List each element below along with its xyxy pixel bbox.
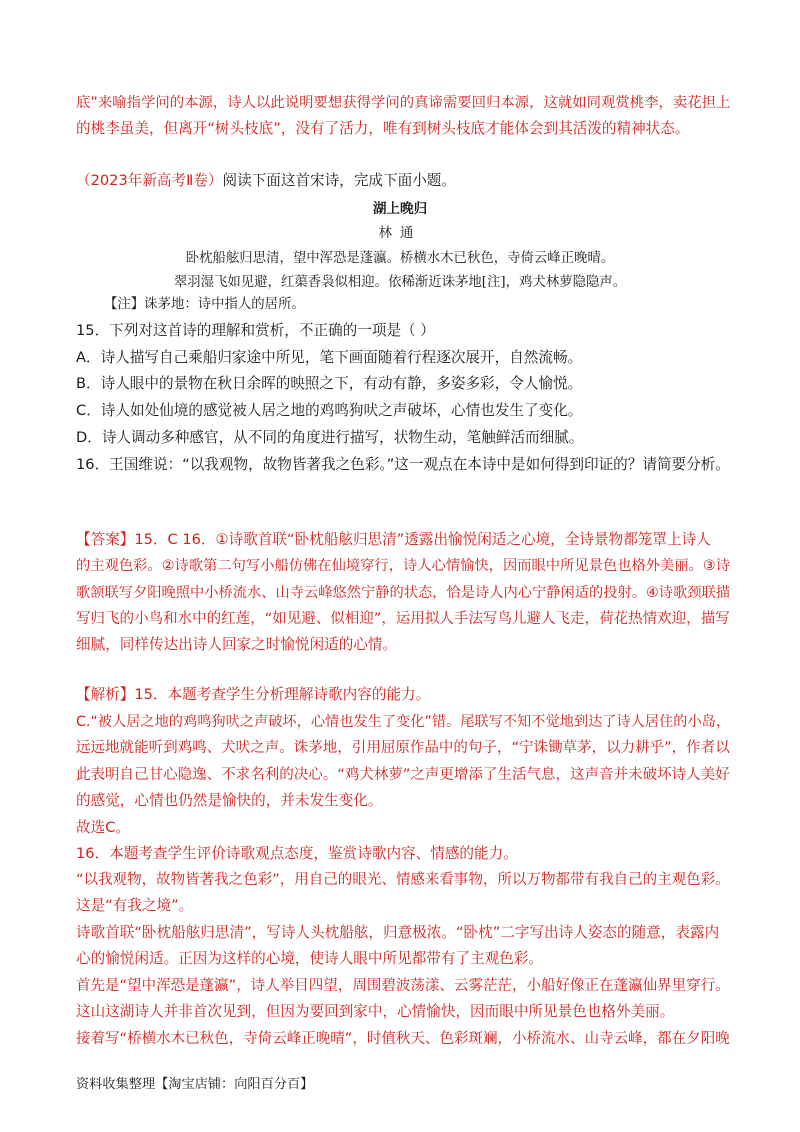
analysis-q16-line-2: 这是“有我之境”。 <box>76 897 194 914</box>
analysis-c-line-1: C.“被人居之地的鸡鸣狗吠之声破坏，心情也发生了变化”错。尾联写不知不觉地到达了诗人居住的小岛， <box>76 714 731 730</box>
analysis-first: 15．本题考查学生分析理解诗歌内容的能力。 <box>134 686 431 703</box>
answer-line-3: 歌颔联写夕阳晚照中小桥流水、山寺云峰悠然宁静的状态，恰是诗人内心宁静闲适的投射。④诗歌颈联描 <box>76 585 731 601</box>
analysis-q16-line-6: 这山这湖诗人并非首次见到，但因为要回到家中，心情愉快，因而眼中所见景色也格外美丽。 <box>76 1003 675 1020</box>
analysis-c-line-3: 此表明自己甘心隐逸、不求名利的决心。“鸡犬林萝”之声更增添了生活气息，这声音并未破坏诗人美好 <box>76 767 730 783</box>
analysis-c-line-5: 故选C。 <box>76 819 130 836</box>
answer-line-1 <box>76 531 711 549</box>
analysis-tag: 【解析】 <box>76 686 135 703</box>
answer-line-2: 的主观色彩。②诗歌第二句写小船仿佛在仙境穿行，诗人心情愉快，因而眼中所见景色也格外美丽。③诗 <box>76 558 730 574</box>
q15-option-b: B．诗人眼中的景物在秋日余晖的映照之下，有动有静，多姿多彩，令人愉悦。 <box>76 375 583 392</box>
q15-stem: 15．下列对这首诗的理解和赏析，不正确的一项是（ ） <box>76 322 435 339</box>
question-header <box>76 172 456 190</box>
analysis-q16-line: 16．本题考查学生评价诗歌观点态度，鉴赏诗歌内容、情感的能力。 <box>76 845 518 862</box>
answer-line-4: 写归飞的小鸟和水中的红莲，“如见避、似相迎”，运用拟人手法写鸟儿避人飞走，荷花热情欢迎，描写 <box>76 611 730 627</box>
q15-option-d: D．诗人调动多种感官，从不同的角度进行描写，状物生动，笔触鲜活而细腻。 <box>76 429 584 446</box>
analysis-c-line-2: 远远地就能听到鸡鸣、犬吠之声。诛茅地，引用屈原作品中的句子，“宁诛锄草茅，以力耕乎”，作者以 <box>76 740 730 756</box>
poem-note: 【注】诛茅地：诗中指人的居所。 <box>104 297 305 312</box>
question-instruction: 阅读下面这首宋诗，完成下面小题。 <box>222 172 456 189</box>
analysis-q16-line-1: “以我观物，故物皆著我之色彩”，用自己的眼光、情感来看事物，所以万物都带有我自己的主观色彩。 <box>76 872 730 888</box>
analysis-q16-line-7: 接着写“桥横水木已秋色，寺倚云峰正晚晴”，时值秋天、色彩斑斓，小桥流水、山寺云峰，都在夕阳晚 <box>76 1031 730 1047</box>
intro-line-2: 的桃李虽美，但离开“树头枝底”，没有了活力，唯有到树头枝底才能体会到其活泼的精神状态。 <box>76 120 690 137</box>
page-footer: 资料收集整理【淘宝店铺：向阳百分百】 <box>76 1077 314 1092</box>
q16-stem: 16．王国维说：“以我观物，故物皆著我之色彩。”这一观点在本诗中是如何得到印证的？请简要分析。 <box>76 456 730 473</box>
analysis-q16-line-5: 首先是“望中浑恐是蓬瀛”，诗人举目四望，周围碧波荡漾、云雾茫茫，小船好像正在蓬瀛仙界里穿行。 <box>76 978 730 994</box>
intro-line-1: 底”来喻指学问的本源，诗人以此说明要想获得学问的真谛需要回归本源，这就如同观赏桃李，卖花担上 <box>76 95 731 111</box>
answer-line-5: 细腻，同样传达出诗人回家之时愉悦闲适的心情。 <box>76 636 398 653</box>
question-source: （2023年新高考Ⅱ卷） <box>76 172 223 189</box>
q15-option-a: A．诗人描写自己乘船归家途中所见，笔下画面随着行程逐次展开，自然流畅。 <box>76 349 583 366</box>
poem-title: 湖上晚归 <box>372 201 428 217</box>
poem-line-1: 卧枕船舷归思清，望中浑恐是蓬瀛。桥横水木已秋色，寺倚云峰正晚晴。 <box>185 251 615 266</box>
answer-text-1: 15．C 16．①诗歌首联“卧枕船舷归思清”透露出愉悦闲适之心境，全诗景物都笼罩上诗人 <box>134 531 711 548</box>
q15-option-c: C．诗人如处仙境的感觉被人居之地的鸡鸣狗吠之声破坏，心情也发生了变化。 <box>76 402 583 419</box>
analysis-q16-line-4: 心的愉悦闲适。正因为这样的心境，使诗人眼中所见都带有了主观色彩。 <box>76 950 544 967</box>
analysis-q16-line-3: 诗歌首联“卧枕船舷归思清”，写诗人头枕船舷，归意极浓。“卧枕”二字写出诗人姿态的随意，表露内 <box>76 924 720 941</box>
analysis-c-line-4: 的感觉，心情也仍然是愉快的，并未发生变化。 <box>76 792 383 809</box>
poem-author: 林通 <box>378 226 422 241</box>
answer-tag: 【答案】 <box>76 531 135 548</box>
analysis-line-1 <box>76 686 430 704</box>
poem-line-2: 翠羽湿飞如见避，红蕖香袅似相迎。依稀渐近诛茅地[注]，鸡犬林萝隐隐声。 <box>173 275 627 290</box>
